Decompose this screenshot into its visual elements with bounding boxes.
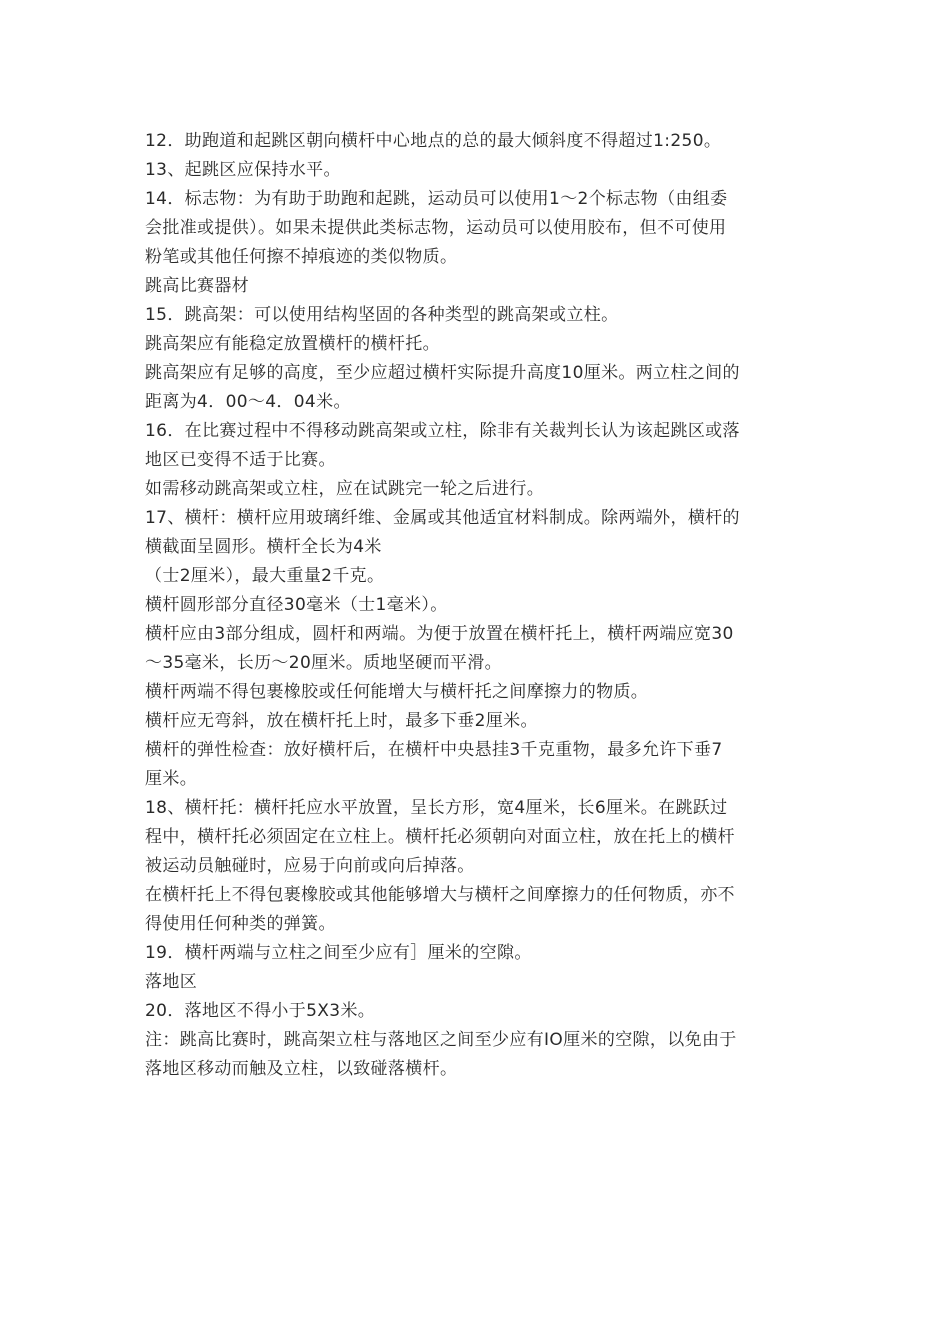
text-line: 18、横杆托：横杆托应水平放置，呈长方形，宽4厘米，长6厘米。在跳跃过 xyxy=(145,798,728,818)
text-line: 20．落地区不得小于5X3米。 xyxy=(145,1001,376,1021)
text-line: 横杆的弹性检查：放好横杆后，在横杆中央悬挂3千克重物，最多允许下垂7 xyxy=(145,740,723,760)
text-line: 16．在比赛过程中不得移动跳高架或立柱，除非有关裁判长认为该起跳区或落 xyxy=(145,421,740,441)
text-line: 横杆应无弯斜，放在横杆托上时，最多下垂2厘米。 xyxy=(145,711,538,731)
text-line: 如需移动跳高架或立柱，应在试跳完一轮之后进行。 xyxy=(145,479,545,499)
text-line: 在横杆托上不得包裹橡胶或其他能够增大与横杆之间摩擦力的任何物质，亦不 xyxy=(145,885,735,905)
section-heading: 落地区 xyxy=(145,972,198,992)
text-line: 会批准或提供）。如果未提供此类标志物，运动员可以使用胶布，但不可使用 xyxy=(145,218,727,238)
text-line: 15．跳高架：可以使用结构坚固的各种类型的跳高架或立柱。 xyxy=(145,305,619,325)
text-line: 横截面呈圆形。横杆全长为4米 xyxy=(145,537,382,557)
text-line: 注：跳高比赛时，跳高架立柱与落地区之间至少应有IO厘米的空隙，以免由于 xyxy=(145,1030,737,1050)
document-body xyxy=(145,127,810,1084)
section-heading: 跳高比赛器材 xyxy=(145,276,250,296)
text-line: 距离为4．00～4．04米。 xyxy=(145,392,351,412)
text-line: 横杆圆形部分直径30毫米（士1毫米）。 xyxy=(145,595,448,615)
text-line: 程中，横杆托必须固定在立柱上。横杆托必须朝向对面立柱，放在托上的横杆 xyxy=(145,827,735,847)
text-line: 跳高架应有足够的高度，至少应超过横杆实际提升高度10厘米。两立柱之间的 xyxy=(145,363,740,383)
text-line: 横杆两端不得包裹橡胶或任何能增大与横杆托之间摩擦力的物质。 xyxy=(145,682,649,702)
text-line: 落地区移动而触及立柱，以致碰落横杆。 xyxy=(145,1059,458,1079)
text-line: 跳高架应有能稳定放置横杆的横杆托。 xyxy=(145,334,440,354)
text-line: 19．横杆两端与立柱之间至少应有］厘米的空隙。 xyxy=(145,943,532,963)
text-line: （士2厘米），最大重量2千克。 xyxy=(145,566,385,586)
text-line: 粉笔或其他任何擦不掉痕迹的类似物质。 xyxy=(145,247,458,267)
text-line: 被运动员触碰时，应易于向前或向后掉落。 xyxy=(145,856,475,876)
text-line: 横杆应由3部分组成，圆杆和两端。为便于放置在横杆托上，横杆两端应宽30 xyxy=(145,624,734,644)
text-line: 17、横杆：横杆应用玻璃纤维、金属或其他适宜材料制成。除两端外，横杆的 xyxy=(145,508,740,528)
text-line: 12．助跑道和起跳区朝向横杆中心地点的总的最大倾斜度不得超过1:250。 xyxy=(145,131,722,151)
text-line: 地区已变得不适于比赛。 xyxy=(145,450,336,470)
text-line: 13、起跳区应保持水平。 xyxy=(145,160,341,180)
text-line: 14．标志物：为有助于助跑和起跳，运动员可以使用1～2个标志物（由组委 xyxy=(145,189,728,209)
text-line: 厘米。 xyxy=(145,769,198,789)
text-line: ～35毫米，长历～20厘米。质地坚硬而平滑。 xyxy=(145,653,502,673)
text-line: 得使用任何种类的弹簧。 xyxy=(145,914,336,934)
